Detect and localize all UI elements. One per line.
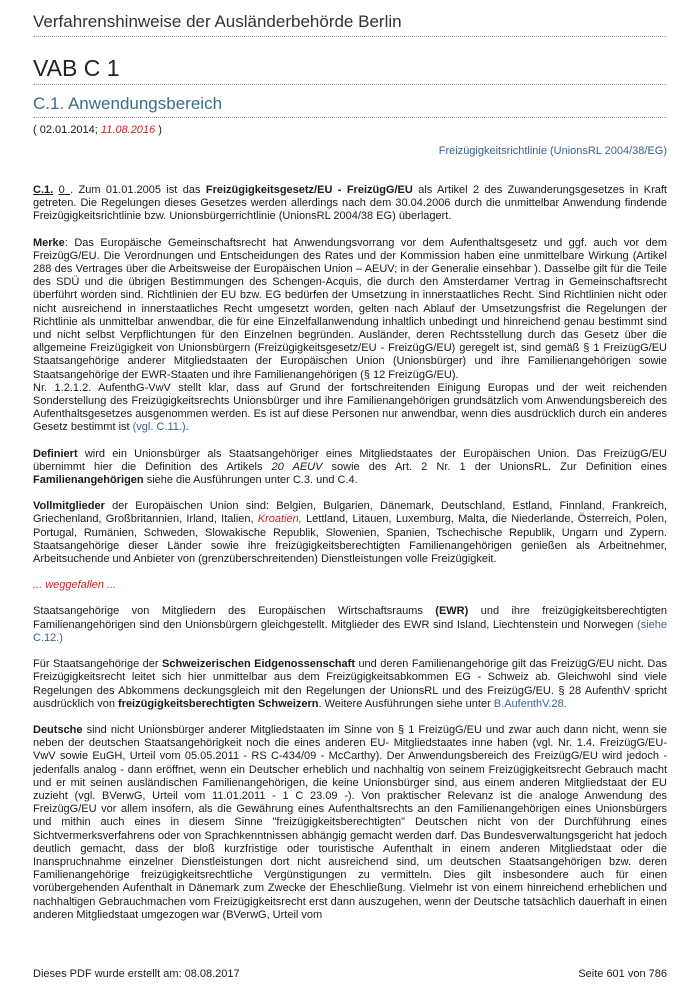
reference-link[interactable]: Freizügigkeitsrichtlinie (UnionsRL 2004/38/EG) — [438, 145, 667, 157]
footer-created: Dieses PDF wurde erstellt am: 08.08.2017 — [33, 968, 240, 980]
main-content — [33, 184, 667, 922]
paragraph-merke: Merke: Das Europäische Gemeinschaftsrecht hat Anwendungsvorrang vor dem Aufenthaltsgesetz und ggf. auch vor dem FreizügG/EU. Die Verordnungen und Entscheidungen des Rates und der Kommission haben eine unmittelbare Wirkung (Artikel 288 des Vertrages über die Arbeitsweise der Europäischen Union – AEUV; in der Generalie einsehbar ). Dasselbe gilt für die Teile des SDÜ und die übrigen Bestimmungen des Schengen-Acquis, die durch den Amsterdamer Vertrag in Gemeinschaftsrecht überführt worden sind. Richtlinien der EU bzw. EG bedürfen der Umsetzung in innerstaatliches Recht. Sind Richtlinien nicht oder nicht ausreichend in innerstaatliches Recht umgesetzt worden, gelten nach Ablauf der Umsetzungsfrist die Regelungen der Richtlinie als unmittelbar anwendbar, die für eine Einzelfallanwendung inhaltlich unbedingt und hinreichend genau bestimmt sind und nicht selbst Verpflichtungen für den Einzelnen begründen. Ausländer, deren Rechtsstellung durch das Gesetz über die allgemeine Freizügigkeit von Unionsbürgern (Freizügigkeitsgesetz/EU - FreizügG/EU) geregelt ist, sind gemäß § 1 FreizügG/EU Staatsangehörige anderer Mitgliedstaaten der Europäischen Union (Unionsbürger) und ihre Familienangehörigen sowie Staatsangehörige der EWR-Staaten und ihre Familienangehörigen (§ 12 FreizügG/EU). Nr. 1.2.1.2. AufenthG-VwV stellt klar, dass auf Grund der fortschreitenden Einigung Europas und der weit reichenden Sonderstellung des Freizügigkeitsrechts Unionsbürger und ihre Familienangehörigen grundsätzlich vom Anwendungsbereich des Aufenthaltsgesetzes ausgenommen werden. Es ist auf diese Personen nur anwendbar, wenn dies ausdrücklich durch ein anderes Gesetz bestimmt ist (vgl. C.11.). — [33, 236, 667, 434]
paragraph-schweiz: Für Staatsangehörige der Schweizerischen Eidgenossenschaft und deren Familienangehörige gilt das FreizügG/EU nicht. Das Freizügigkeitsrecht leitet sich hier unmittelbar aus dem Freizügigkeitsabkommen EG - Schweiz ab. Gleichwohl sind viele Regelungen des Abkommens deckungsgleich mit den Regelungen der UnionsRL und des FreizügG/EU. § 28 AufenthV spricht ausdrücklich von freizügigkeitsberechtigten Schweizern. Weitere Ausführungen siehe unter B.AufenthV.28. — [33, 658, 667, 710]
paragraph-intro: C.1. 0 . Zum 01.01.2005 ist das Freizügigkeitsgesetz/EU - FreizügG/EU als Artikel 2 des Zuwanderungsgesetzes in Kraft getreten. Die Regelungen dieses Gesetzes werden allerdings nach dem 30.04.2006 durch die unmittelbar Anwendung findende Freizügigkeitsrichtlinie bzw. Unionsbürgerrichtlinie (UnionsRL 2004/38 EG) überlagert. — [33, 184, 667, 223]
paragraph-deutsche: Deutsche sind nicht Unionsbürger anderer Mitgliedstaaten im Sinne von § 1 FreizügG/EU und zwar auch dann nicht, wenn sie neben der deutschen Staatsangehörigkeit noch die eines anderen EU- Mitgliedstaates inne haben (vgl. Nr. 1.4. FreizügG/EU- VwV sowie EuGH, Urteil vom 05.05.2011 - RS C-434/09 - McCarthy). Der Anwendungsbereich des FreizügG/EU wird jedoch - jedenfalls analog - dann eröffnet, wenn ein Deutscher erheblich und nachhaltig von seinem Freizügigkeitsrecht Gebrauch macht und er mit seinen ausländischen Familienangehörigen, die keine Unionsbürger sind, aus einem anderen Mitgliedstaat der EU zuzieht (vgl. BVerwG, Urteil vom 11.01.2011 - 1 C 23.09 -). Von praktischer Relevanz ist die analoge Anwendung des FreizügG/EU vor allem insofern, als die Gewährung eines Aufenthaltsrechts an den Familienangehörigen eines Unionsbürgers und mithin auch eines in diesem Sinne "freizügigkeitsberechtigten" Deutschen nicht von der Durchführung eines Sichtvermerksverfahrens oder von Sprachkenntnissen abhängig gemacht werden darf. Das Bundesverwaltungsgericht hat jedoch deutlich gemacht, dass der bloß kurzfristige oder touristische Aufenthalt in einem anderen Mitgliedstaat oder die Inanspruchnahme einzelner Dienstleistungen dort nicht ausreichend sind, um deutschen Staatsangehörigen bzw. deren Familienangehörige freizügigkeitsrechtliche Vergünstigungen zu vermitteln. Dies gilt insbesondere auch für einen vorübergehenden Aufenthalt in Dänemark zum Zwecke der Eheschließung. Vielmehr ist von einem hinreichend erheblichen und nachhaltigen Gebrauchmachen vom Freizügigkeitsrecht erst dann auszugehen, wenn der Deutsche tatsächlich dauerhaft in einen anderen Mitgliedstaat umgezogen war (BVerwG, Urteil vom — [33, 723, 667, 921]
paragraph-weggefallen: ... weggefallen ... — [33, 579, 117, 592]
anchor-zero[interactable]: 0 — [58, 184, 71, 196]
deleted-croatia: Kroatien, — [257, 513, 302, 526]
section-title: C.1. Anwendungsbereich — [33, 94, 223, 113]
section-anchor[interactable]: C.1. — [33, 184, 54, 196]
date-line: ( 02.01.2014; 11.08.2016 ) — [33, 124, 162, 136]
paragraph-ewr: Staatsangehörige von Mitgliedern des Europäischen Wirtschaftsraums (EWR) und ihre freizügigkeitsberechtigten Familienangehörigen sind den Unionsbürgern gleichgestellt. Mitglieder des EWR sind Island, Liechtenstein und Norwegen (siehe C.12.) — [33, 605, 667, 644]
divider — [33, 117, 667, 118]
header-title: Verfahrenshinweise der Ausländerbehörde Berlin — [33, 12, 402, 31]
divider — [33, 84, 667, 85]
divider — [33, 36, 667, 37]
paragraph-definiert: Definiert wird ein Unionsbürger als Staatsangehöriger eines Mitgliedstaates der Europäischen Union. Das FreizügG/EU übernimmt hier die Definition des Artikels 20 AEUV sowie des Art. 2 Nr. 1 der UnionsRL. Zur Definition eines Familienangehörigen siehe die Ausführungen unter C.3. und C.4. — [33, 447, 668, 487]
date-original: 02.01.2014 — [39, 124, 95, 136]
doc-title: VAB C 1 — [33, 55, 120, 81]
link-c12[interactable]: (siehe C.12.) — [33, 618, 667, 644]
footer-page-number: Seite 601 von 786 — [578, 968, 667, 980]
date-updated: 11.08.2016 — [100, 124, 156, 136]
link-c11[interactable]: (vgl. C.11.) — [132, 421, 186, 434]
link-aufenthv28[interactable]: B.AufenthV.28. — [493, 697, 567, 710]
paragraph-vollmitglieder: Vollmitglieder der Europäischen Union sind: Belgien, Bulgarien, Dänemark, Deutschland, Estland, Finnland, Frankreich, Griechenland, Großbritannien, Irland, Italien, Kroatien, Lettland, Litauen, Luxemburg, Malta, die Niederlande, Österreich, Polen, Portugal, Rumänien, Schweden, Slowakische Republik, Slowenien, Spanien, Tschechische Republik, Ungarn und Zypern. Staatsangehörige dieser Länder sowie ihre freizügigkeitsberechtigten Familienangehörigen genießen als Arbeitnehmer, Arbeitsuchende und Anbieter von (grenzüberschreitenden) Dienstleistungen volle Freizügigkeit. — [33, 500, 667, 566]
